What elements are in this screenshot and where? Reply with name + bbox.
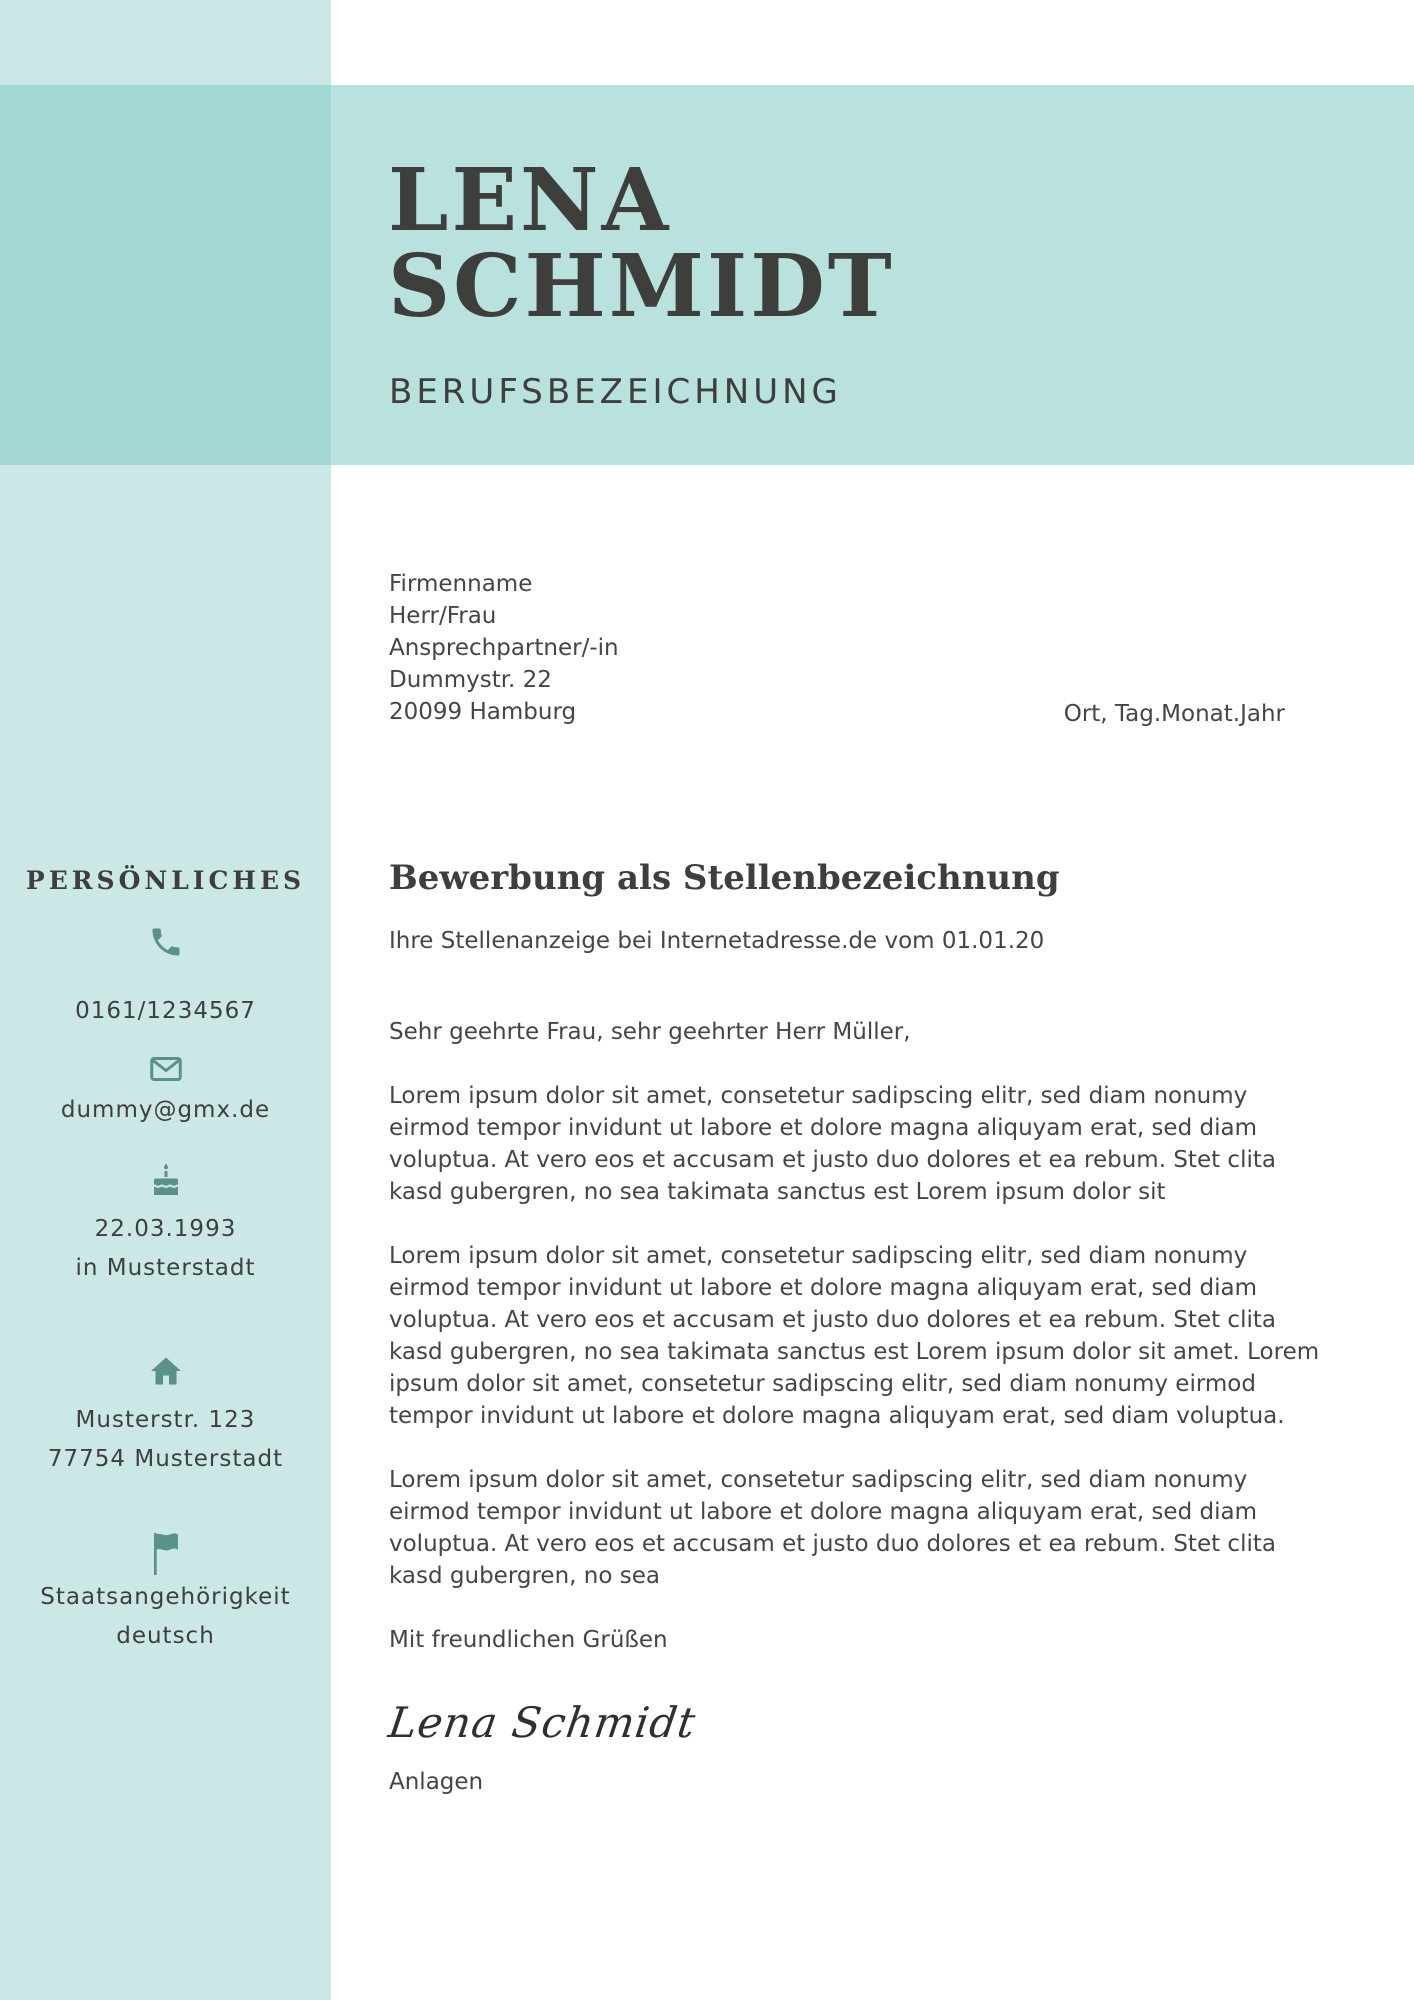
- address-city: 77754 Musterstadt: [47, 1446, 284, 1472]
- letter-body: [385, 1016, 1329, 1830]
- job-title: BERUFSBEZEICHNUNG: [389, 372, 842, 412]
- last-name: SCHMIDT: [388, 236, 895, 337]
- place-date: Ort, Tag.Monat.Jahr: [1063, 701, 1285, 727]
- nationality: [0, 1530, 331, 1656]
- personal-heading: PERSÖNLICHES: [25, 866, 306, 895]
- birth-info: [0, 1162, 331, 1288]
- applicant-name: [388, 150, 895, 337]
- signature: Lena Schmidt: [385, 1698, 700, 1747]
- letter-subject: Bewerbung als Stellenbezeichnung: [389, 858, 1060, 898]
- body-paragraph: Lorem ipsum dolor sit amet, consetetur sadipscing elitr, sed diam nonumy eirmod tempor invidunt ut labore et dolore magna aliquyam erat, sed diam voluptua. At vero eos et accusam et justo duo dolores et ea rebum. Stet clita kasd gubergren, no sea takimata sanctus est Lorem ipsum dolor sit amet. Lorem ipsum dolor sit amet, consetetur sadipscing elitr, sed diam nonumy eirmod tempor invidunt ut labore et dolore magna aliquyam erat, sed diam voluptua.: [389, 1243, 1320, 1429]
- birth-place: in Musterstadt: [75, 1255, 256, 1281]
- body-paragraph: Lorem ipsum dolor sit amet, consetetur sadipscing elitr, sed diam nonumy eirmod tempor invidunt ut labore et dolore magna aliquyam erat, sed diam voluptua. At vero eos et accusam et justo duo dolores et ea rebum. Stet clita kasd gubergren, no sea: [389, 1467, 1276, 1589]
- house-icon: [148, 1353, 184, 1389]
- recipient-line: 20099 Hamburg: [389, 699, 577, 725]
- recipient-address: [389, 568, 619, 728]
- nationality-label: Staatsangehörigkeit: [40, 1584, 291, 1610]
- attachments-label: Anlagen: [389, 1769, 484, 1795]
- recipient-line: Dummystr. 22: [389, 667, 552, 693]
- recipient-line: Ansprechpartner/-in: [389, 635, 619, 661]
- salutation: Sehr geehrte Frau, sehr geehrter Herr Müller,: [389, 1019, 911, 1045]
- body-paragraph: Lorem ipsum dolor sit amet, consetetur sadipscing elitr, sed diam nonumy eirmod tempor invidunt ut labore et dolore magna aliquyam erat, sed diam voluptua. At vero eos et accusam et justo duo dolores et ea rebum. Stet clita kasd gubergren, no sea takimata sanctus est Lorem ipsum dolor sit: [389, 1083, 1276, 1205]
- phone-number: 0161/1234567: [75, 998, 256, 1024]
- birthday-cake-icon: [148, 1162, 184, 1198]
- email-address: dummy@gmx.de: [60, 1097, 271, 1123]
- contact-phone: [0, 924, 331, 1031]
- nationality-value: deutsch: [116, 1623, 215, 1649]
- first-name: LENA: [388, 150, 672, 251]
- envelope-icon: [148, 1051, 184, 1087]
- job-reference: Ihre Stellenanzeige bei Internetadresse.de vom 01.01.20: [389, 928, 1045, 954]
- closing: Mit freundlichen Grüßen: [389, 1627, 668, 1653]
- address-street: Musterstr. 123: [75, 1407, 256, 1433]
- phone-icon: [148, 924, 184, 960]
- birth-date: 22.03.1993: [94, 1216, 237, 1242]
- contact-email: [0, 1051, 331, 1130]
- header-side-block: [0, 85, 331, 465]
- recipient-line: Firmenname: [389, 571, 533, 597]
- home-address: [0, 1353, 331, 1479]
- recipient-line: Herr/Frau: [389, 603, 497, 629]
- flag-icon: [148, 1530, 184, 1578]
